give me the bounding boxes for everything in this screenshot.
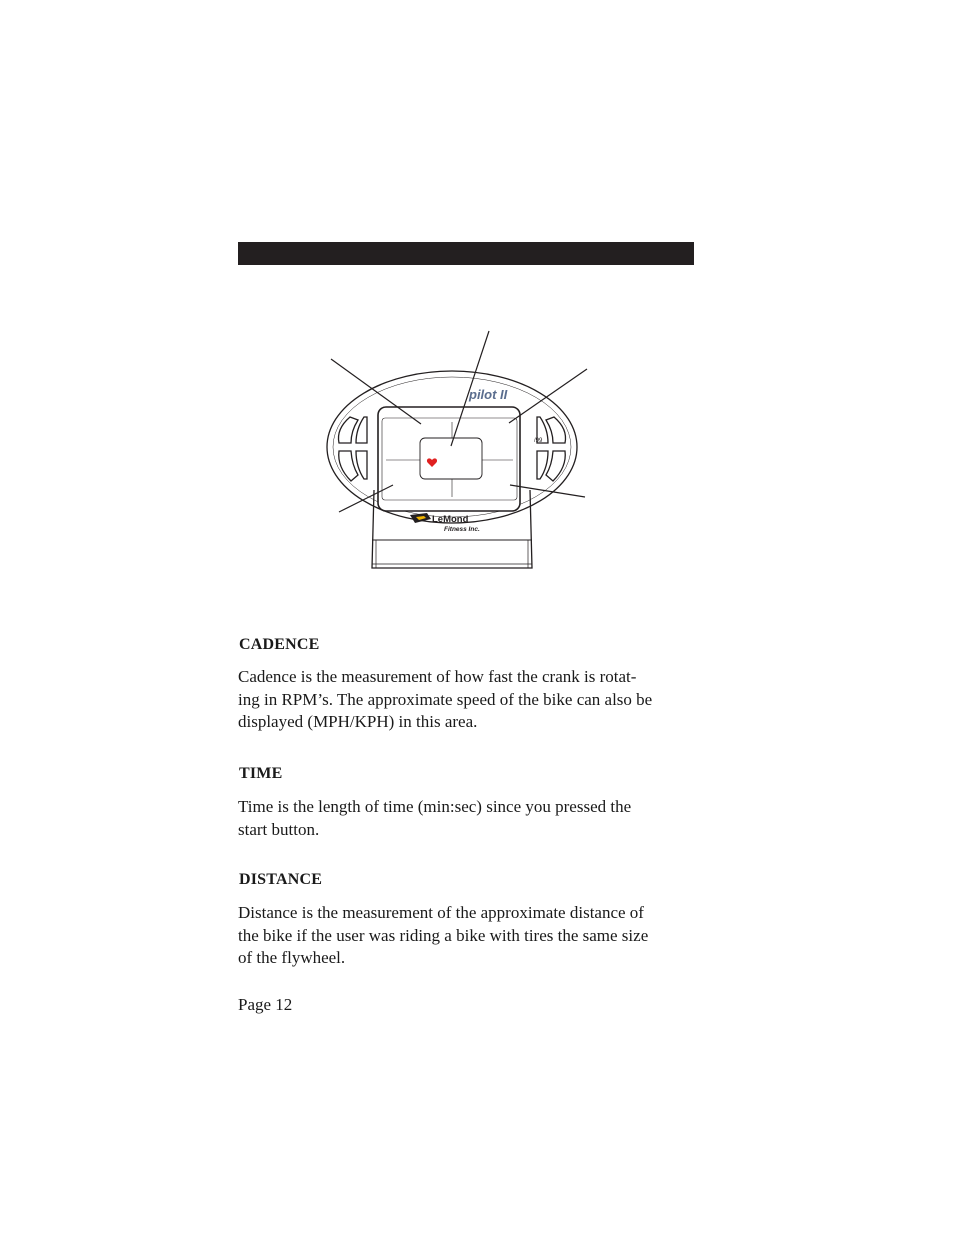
page-number: Page 12 (238, 995, 293, 1014)
console-illustration (320, 325, 595, 575)
brand-logo-text: LeMond (432, 514, 469, 525)
model-logo: pilot II (469, 387, 508, 402)
leader-line-time (509, 369, 587, 423)
distance-heading: DISTANCE (239, 871, 323, 888)
distance-description: Distance is the measurement of the approximate distance of the bike if the user was riding a bike with tires the same size of the flywheel. (238, 903, 649, 967)
left-button-cluster (338, 417, 367, 481)
brand-logo-subtext: Fitness Inc. (444, 526, 480, 533)
time-heading: TIME (239, 765, 283, 782)
leader-line-calories (510, 485, 585, 497)
svg-text:/99: /99 (534, 438, 543, 444)
brand-logo (410, 513, 480, 533)
time-description: Time is the length of time (min:sec) since you pressed the start button. (238, 797, 632, 839)
leader-line-cadence (331, 359, 421, 424)
cadence-description: Cadence is the measurement of how fast the crank is rotat- ing in RPM’s. The approximate speed of the bike can also be displayed (MPH/KPH) in this area. (238, 667, 653, 731)
section-header-bar (238, 242, 694, 265)
cadence-heading: CADENCE (239, 636, 320, 653)
console-diagram (320, 325, 595, 575)
right-button-cluster (537, 417, 566, 481)
